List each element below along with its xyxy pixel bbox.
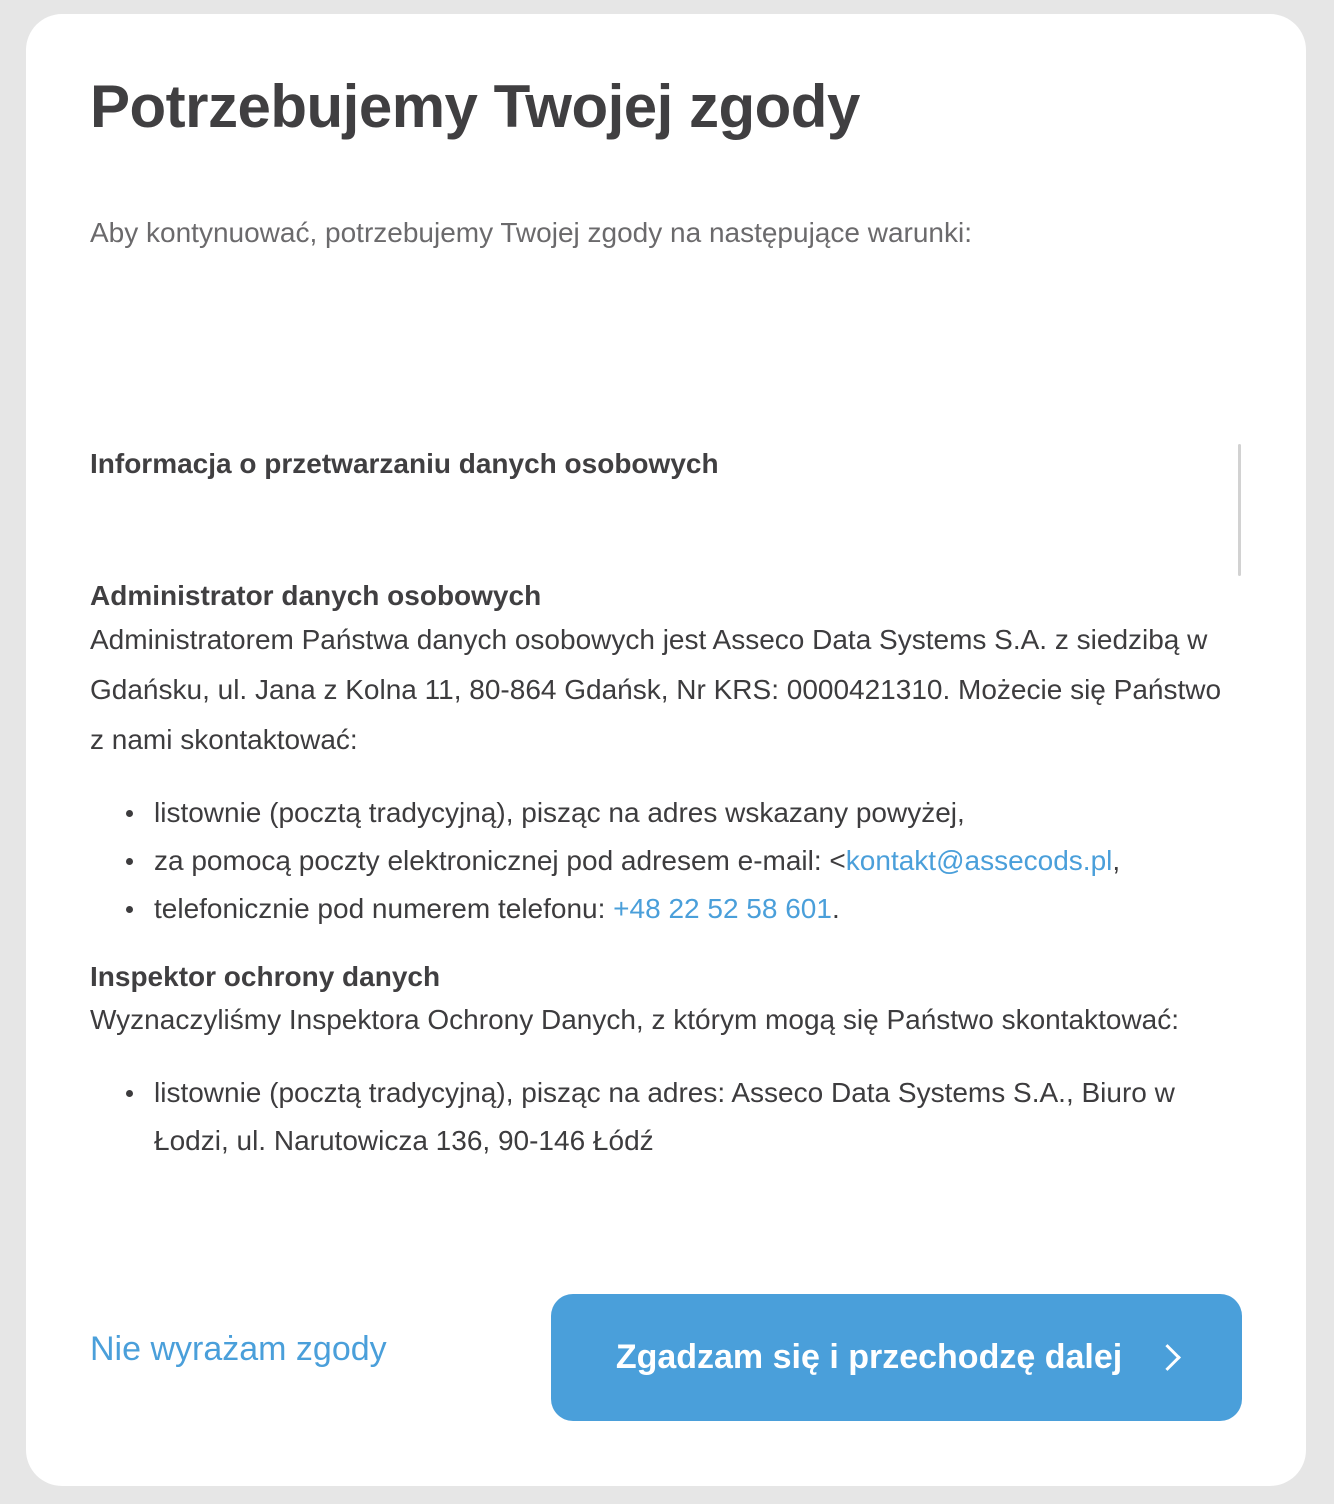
email-link[interactable]: kontakt@assecods.pl xyxy=(845,844,1113,876)
list-item xyxy=(126,837,1230,885)
list-item-text: za pomocą poczty elektronicznej pod adresem e-mail: < xyxy=(154,844,846,876)
list-item-suffix: , xyxy=(1112,844,1121,876)
list-item-text: telefonicznie pod numerem telefonu: xyxy=(154,892,614,924)
consent-dialog xyxy=(26,14,1306,1486)
list-item-suffix: . xyxy=(831,892,840,924)
list-item-text: listownie (pocztą tradycyjną), pisząc na adres: Asseco Data Systems S.A., Biuro w Łodzi, ul. Narutowicza 136, 90-146 Łódź xyxy=(154,1077,1175,1157)
admin-section-text: Administratorem Państwa danych osobowych jest Asseco Data Systems S.A. z siedzibą w Gdańsku, ul. Jana z Kolna 11, 80-864 Gdańsk, Nr KRS: 0000421310. Możecie się Państwo z nami skontaktować: xyxy=(90,623,1222,755)
iod-section-title: Inspektor ochrony danych xyxy=(90,960,441,992)
accept-button[interactable] xyxy=(551,1294,1242,1421)
admin-section-title: Administrator danych osobowych xyxy=(90,580,542,612)
terms-scrollbar[interactable] xyxy=(1238,444,1241,576)
list-item xyxy=(126,1069,1230,1165)
chevron-right-icon xyxy=(1154,1344,1181,1371)
admin-contact-list xyxy=(90,789,1230,933)
decline-button[interactable]: Nie wyrażam zgody xyxy=(90,1330,387,1368)
terms-heading: Informacja o przetwarzaniu danych osobowych xyxy=(90,448,719,479)
iod-section-text: Wyznaczyliśmy Inspektora Ochrony Danych, z którym mogą się Państwo skontaktować: xyxy=(90,1004,1180,1036)
list-item-text: listownie (pocztą tradycyjną), pisząc na adres wskazany powyżej, xyxy=(154,796,965,828)
list-item xyxy=(126,789,1230,837)
bullet-dot xyxy=(126,1090,133,1097)
list-item xyxy=(126,885,1230,933)
phone-link[interactable]: +48 22 52 58 601 xyxy=(613,892,832,924)
iod-contact-list xyxy=(90,1069,1230,1165)
bullet-dot xyxy=(126,810,133,817)
bullet-dot xyxy=(126,906,133,913)
accept-button-label: Zgadzam się i przechodzę dalej xyxy=(615,1338,1123,1376)
terms-scroll-area[interactable] xyxy=(90,434,1242,1252)
bullet-dot xyxy=(126,858,133,865)
terms-content xyxy=(90,446,1230,1165)
dialog-intro: Aby kontynuować, potrzebujemy Twojej zgody na następujące warunki: xyxy=(90,217,972,248)
dialog-title: Potrzebujemy Twojej zgody xyxy=(90,73,860,140)
